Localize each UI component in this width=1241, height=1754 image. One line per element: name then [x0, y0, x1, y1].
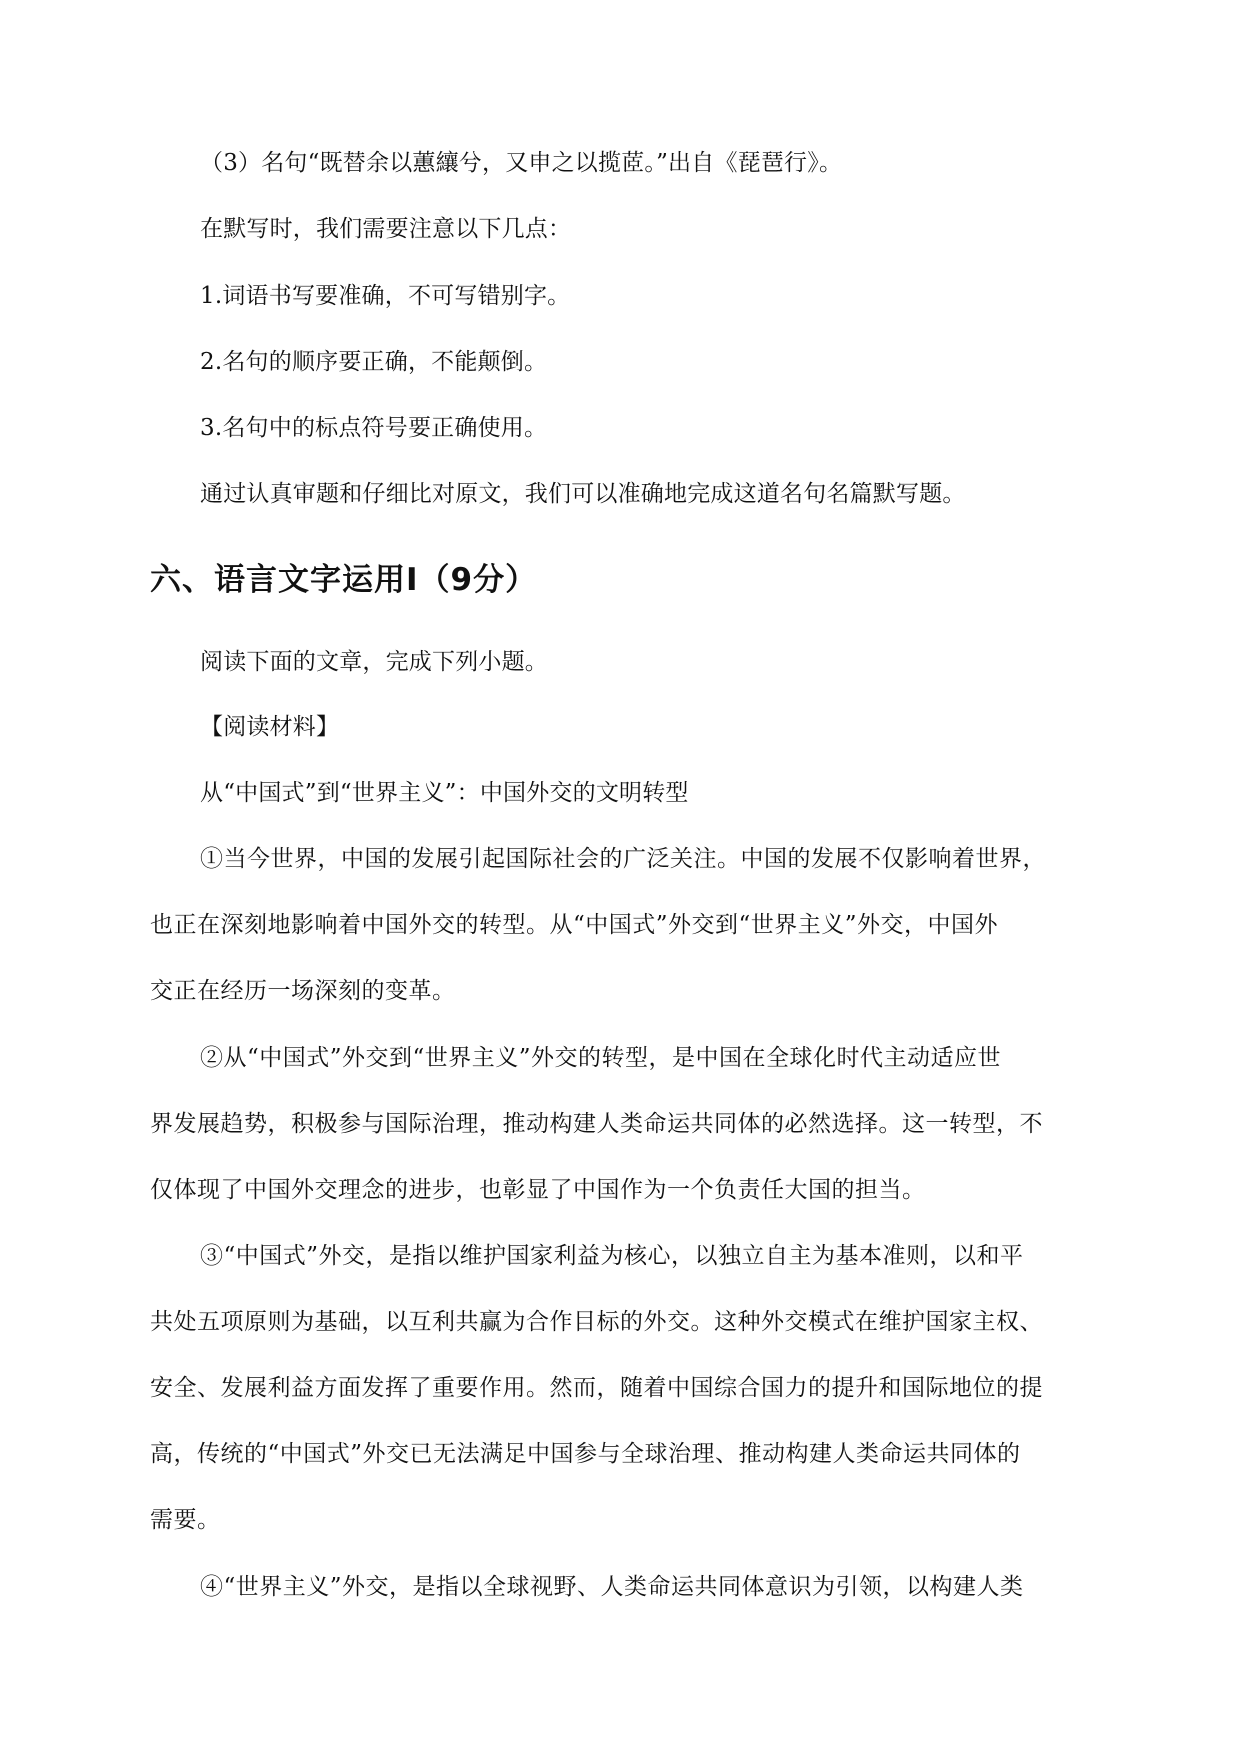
paragraph-line: 需要。: [150, 1507, 221, 1533]
paragraph-line: 也正在深刻地影响着中国外交的转型。从“中国式”外交到“世界主义”外交，中国外: [150, 912, 999, 938]
paragraph-line: 共处五项原则为基础，以互利共赢为合作目标的外交。这种外交模式在维护国家主权、: [150, 1309, 1043, 1335]
paragraph-line: ①当今世界，中国的发展引起国际社会的广泛关注。中国的发展不仅影响着世界，: [200, 846, 1046, 872]
paragraph-line: ④“世界主义”外交，是指以全球视野、人类命运共同体意识为引领，以构建人类: [200, 1574, 1024, 1600]
section-heading: 六、语言文字运用Ⅰ（9分）: [150, 562, 538, 598]
intro-line: （3）名句“既替余以蕙纕兮，又申之以揽茝。”出自《琵琶行》。: [200, 150, 843, 176]
intro-line: 通过认真审题和仔细比对原文，我们可以准确地完成这道名句名篇默写题。: [200, 481, 966, 507]
paragraph-line: ③“中国式”外交，是指以维护国家利益为核心，以独立自主为基本准则，以和平: [200, 1243, 1024, 1269]
material-label: 【阅读材料】: [200, 714, 340, 740]
instruction-text: 阅读下面的文章，完成下列小题。: [200, 649, 548, 675]
paragraph-line: 仅体现了中国外交理念的进步，也彰显了中国作为一个负责任大国的担当。: [150, 1177, 926, 1203]
intro-line: 2.名句的顺序要正确，不能颠倒。: [200, 349, 548, 375]
paragraph-line: 界发展趋势，积极参与国际治理，推动构建人类命运共同体的必然选择。这一转型，不: [150, 1111, 1043, 1137]
paragraph-line: ②从“中国式”外交到“世界主义”外交的转型，是中国在全球化时代主动适应世: [200, 1045, 1002, 1071]
intro-line: 1.词语书写要准确，不可写错别字。: [200, 283, 571, 309]
intro-line: 3.名句中的标点符号要正确使用。: [200, 415, 548, 441]
intro-line: 在默写时，我们需要注意以下几点：: [200, 216, 572, 242]
paragraph-line: 安全、发展利益方面发挥了重要作用。然而，随着中国综合国力的提升和国际地位的提: [150, 1375, 1043, 1401]
paragraph-line: 高，传统的“中国式”外交已无法满足中国参与全球治理、推动构建人类命运共同体的: [150, 1441, 1021, 1467]
article-title: 从“中国式”到“世界主义”：中国外交的文明转型: [200, 780, 689, 806]
paragraph-line: 交正在经历一场深刻的变革。: [150, 978, 456, 1004]
